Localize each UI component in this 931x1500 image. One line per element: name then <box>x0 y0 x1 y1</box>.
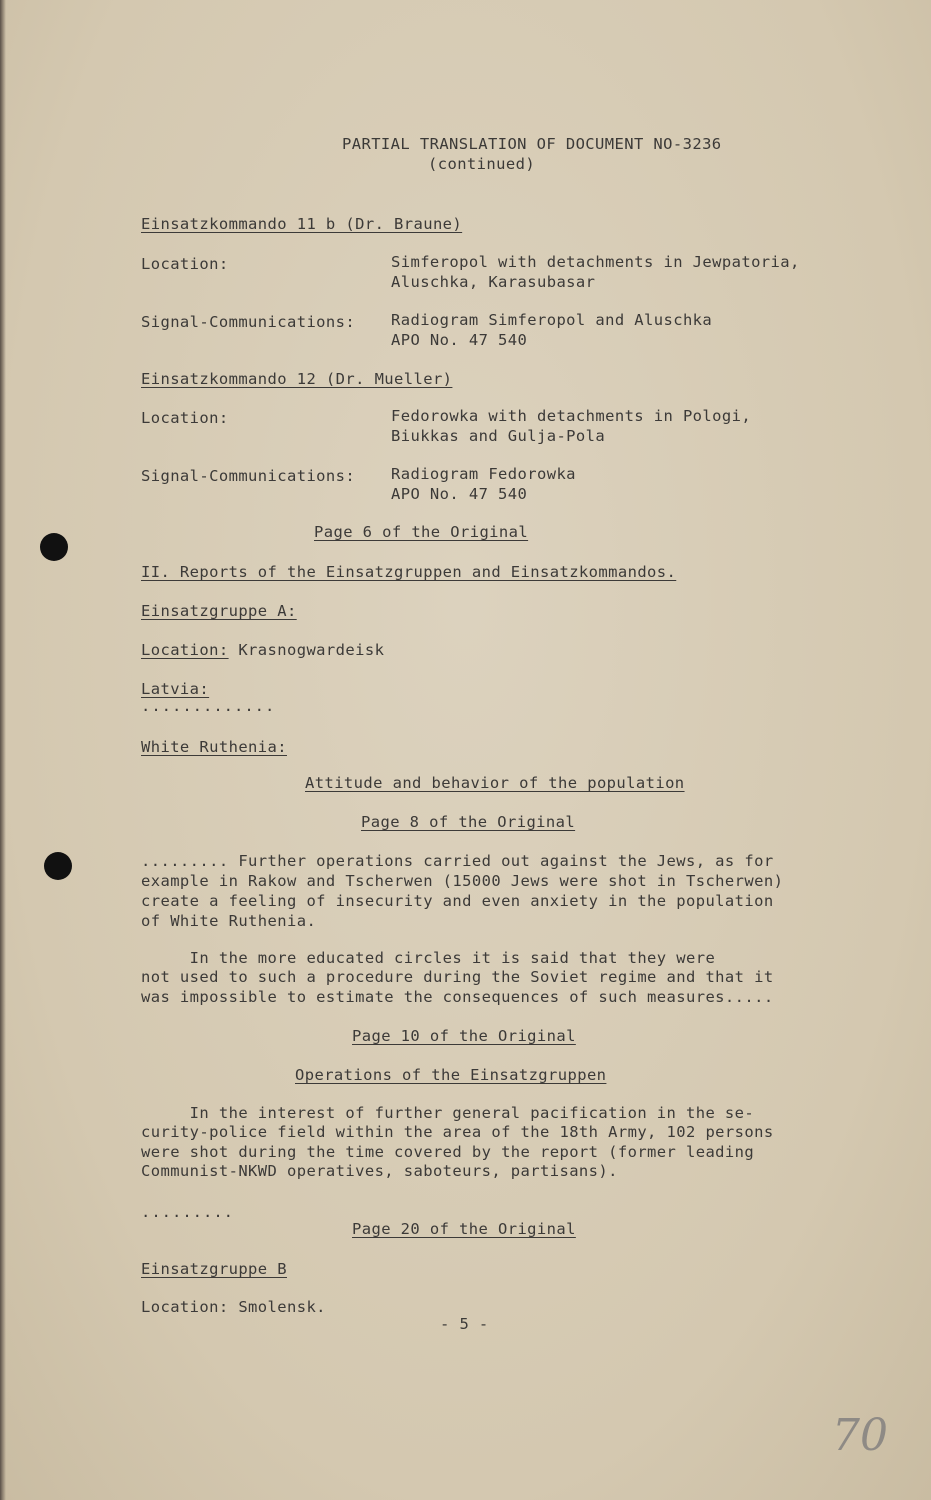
ek11b-heading: Einsatzkommando 11 b (Dr. Braune) <box>141 215 463 233</box>
paper-edge <box>0 0 6 1500</box>
egA-location-line <box>141 641 384 661</box>
ellipsis-dots: ............. <box>141 697 276 715</box>
ek12-signal-line1: Radiogram Fedorowka <box>391 465 576 483</box>
latvia-heading: Latvia: <box>141 680 210 698</box>
paragraph-line: In the more educated circles it is said that they were <box>141 949 716 967</box>
attitude-heading: Attitude and behavior of the population <box>305 774 685 792</box>
ek12-location-line1: Fedorowka with detachments in Pologi, <box>391 407 752 425</box>
punch-hole <box>40 533 68 561</box>
ek12-heading: Einsatzkommando 12 (Dr. Mueller) <box>141 370 453 388</box>
ellipsis-dots: ......... <box>141 1203 234 1221</box>
punch-hole <box>44 852 72 880</box>
egB-location: Location: Smolensk. <box>141 1298 326 1316</box>
ek11b-signal-line2: APO No. 47 540 <box>391 331 528 349</box>
white-ruthenia-heading: White Ruthenia: <box>141 738 287 756</box>
egA-location-value: Krasnogwardeisk <box>228 641 385 659</box>
page-6-marker: Page 6 of the Original <box>314 523 529 541</box>
ek11b-signal-label: Signal-Communications: <box>141 313 356 331</box>
reports-heading: II. Reports of the Einsatzgruppen and Einsatzkommandos. <box>141 563 677 581</box>
paragraph-line: In the interest of further general pacification in the se- <box>141 1104 755 1122</box>
paragraph-line: example in Rakow and Tscherwen (15000 Jews were shot in Tscherwen) <box>141 872 784 890</box>
page-20-marker: Page 20 of the Original <box>352 1220 576 1238</box>
page-number: - 5 - <box>440 1315 489 1333</box>
ek11b-location-line1: Simferopol with detachments in Jewpatoria, <box>391 253 800 271</box>
paragraph-line: curity-police field within the area of the 18th Army, 102 persons <box>141 1123 774 1141</box>
paragraph-line: were shot during the time covered by the report (former leading <box>141 1143 755 1161</box>
paragraph-line: was impossible to estimate the consequences of such measures..... <box>141 988 774 1006</box>
einsatzgruppe-b-heading: Einsatzgruppe B <box>141 1260 287 1278</box>
ek11b-location-line2: Aluschka, Karasubasar <box>391 273 596 291</box>
operations-heading: Operations of the Einsatzgruppen <box>295 1066 607 1084</box>
ek12-signal-line2: APO No. 47 540 <box>391 485 528 503</box>
egA-location-label: Location: <box>141 641 229 659</box>
ek11b-location-label: Location: <box>141 255 229 273</box>
ek12-location-label: Location: <box>141 409 229 427</box>
ek11b-signal-line1: Radiogram Simferopol and Aluschka <box>391 311 713 329</box>
paragraph-line: not used to such a procedure during the Soviet regime and that it <box>141 968 774 986</box>
paragraph-line: of White Ruthenia. <box>141 912 317 930</box>
handwritten-number: 70 <box>832 1410 888 1461</box>
page-8-marker: Page 8 of the Original <box>361 813 576 831</box>
ek12-signal-label: Signal-Communications: <box>141 467 356 485</box>
document-title: PARTIAL TRANSLATION OF DOCUMENT NO-3236 <box>342 135 722 153</box>
page-10-marker: Page 10 of the Original <box>352 1027 576 1045</box>
document-subtitle: (continued) <box>428 155 536 173</box>
paragraph-line: create a feeling of insecurity and even anxiety in the population <box>141 892 774 910</box>
einsatzgruppe-a-heading: Einsatzgruppe A: <box>141 602 297 620</box>
ek12-location-line2: Biukkas and Gulja-Pola <box>391 427 606 445</box>
paragraph-line: ......... Further operations carried out against the Jews, as for <box>141 852 774 870</box>
paragraph-line: Communist-NKWD operatives, saboteurs, partisans). <box>141 1162 618 1180</box>
